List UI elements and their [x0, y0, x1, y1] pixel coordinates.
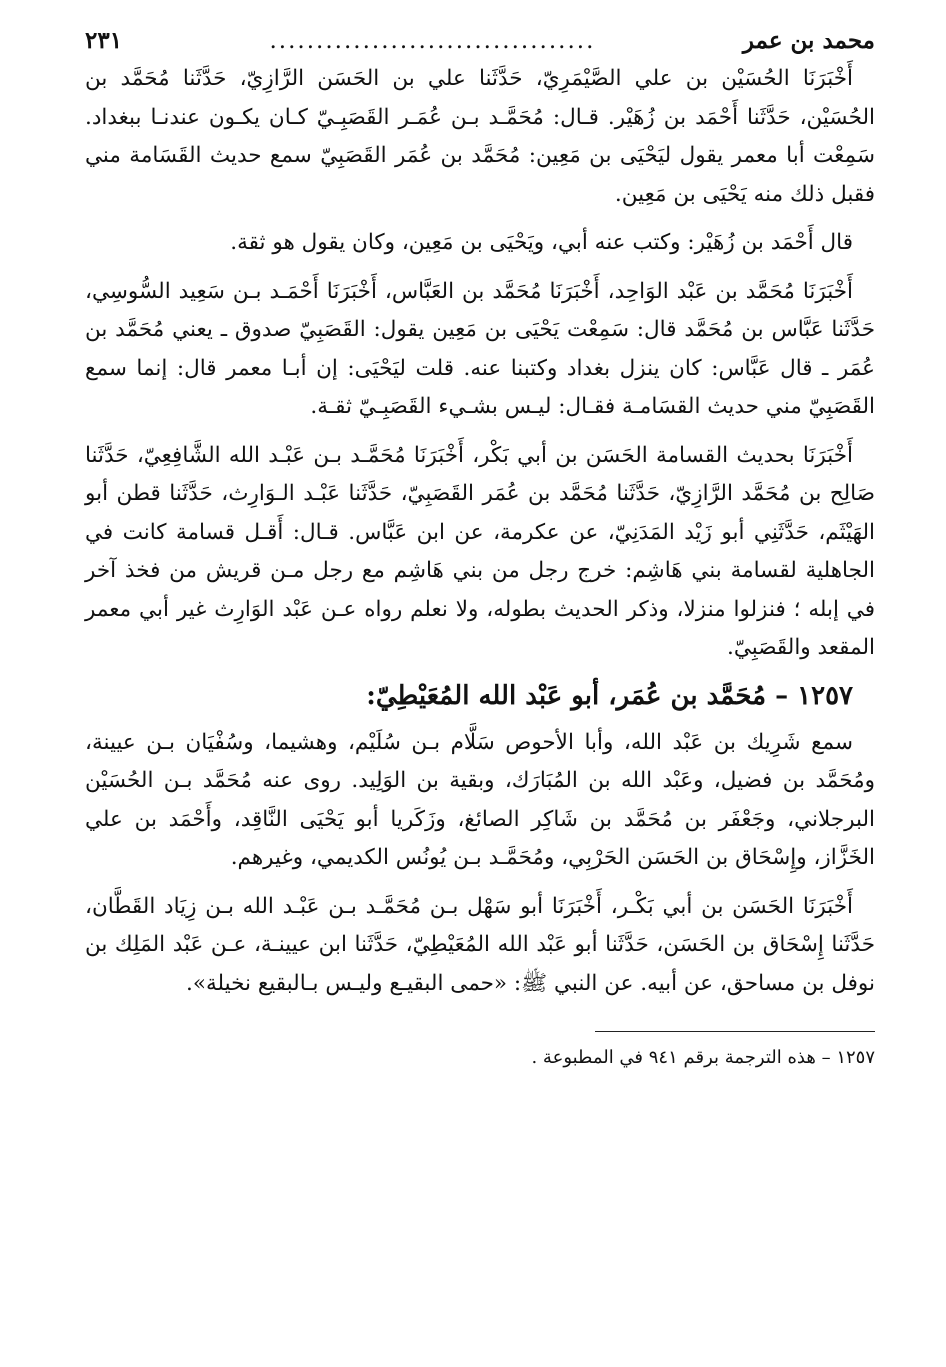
running-header [85, 22, 875, 60]
header-leader-dots: ................................... [269, 28, 596, 54]
running-title: محمد بن عمر [742, 27, 875, 54]
entry-heading-1257: ١٢٥٧ – مُحَمَّد بن عُمَر، أبو عَبْد الله المُعَيْطِيّ: [366, 680, 853, 711]
paragraph-qasama-hadith: أَخْبَرَنَا بحديث القسامة الحَسَن بن أبي بَكْر، أَخْبَرَنَا مُحَمَّـد بـن عَبْـد الله الشَّافِعِيّ، حَدَّثَنا صَالِح بن مُحَمَّد الرَّازِيّ، حَدَّثَنا مُحَمَّد بن عُمَر القَصَبِيّ، حَدَّثَنا عَبْـد الـوَارِث، حَدَّثَنا قطن أبو الهَيْثَم، حَدَّثَنِي أبو زَيْد المَدَنِيّ، عن عكرمة، عن ابن عَبَّاس. قـال: أَقـل قسامة كانت في الجاهلية لقسامة بني هَاشِم: خرج رجل من بني هَاشِم مع رجل مـن قريش من فخذ آخر في إبله ؛ فنزلوا منزلا، وذكر الحديث بطوله، ولا نعلم رواه عـن عَبْد الوَارِث غير أبي معمر المقعد والقَصَبِيّ. [85, 442, 875, 660]
paragraph-abbas-narration: أَخْبَرَنَا مُحَمَّد بن عَبْد الوَاحِد، أَخْبَرَنَا مُحَمَّد بن العَبَّاس، أَخْبَرَنَا أَحْمَـد بـن سَعِيد السُّوسِي، حَدَّثَنا عَبَّاس بن مُحَمَّد قال: سَمِعْت يَحْيَى بن مَعِين يقول: القَصَبِيّ صدوق ـ يعني مُحَمَّد بن عُمَر ـ قال عَبَّاس: كان ينزل بغداد وكتبنا عنه. قلت ليَحْيَى: إن أبـا معمر قال: إنما سمع القَصَبِيّ مني حديث القسَامـة فقـال: ليـس بشـيء القَصَبِـيّ ثقـة. [85, 278, 875, 419]
paragraph-baqi-hadith: أَخْبَرَنَا الحَسَن بن أبي بَكْـر، أَخْبَرَنَا أبو سَهْل بـن مُحَمَّـد بـن عَبْـد الله بـن زِيَاد القَطَّان، حَدَّثَنا إِسْحَاق بن الحَسَن، حَدَّثَنا أبو عَبْد الله المُعَيْطِيّ، حَدَّثَنا ابن عيينـة، عـن عَبْد المَلِك بن نوفل بن مساحق، عن أبيه. عن النبي ﷺ: «حمى البقيـع وليـس بـالبقيع نخيلة». [85, 893, 875, 996]
footnote: ١٢٥٧ – هذه الترجمة برقم ٩٤١ في المطبوعة . [531, 1047, 875, 1068]
paragraph-teachers-and-students: سمع شَرِيك بن عَبْد الله، وأبا الأحوص سَلَّام بـن سُلَيْم، وهشيما، وسُفْيَان بـن عيينة، ومُحَمَّد بن فضيل، وعَبْد الله بن المُبَارَك، وبقية بن الوَلِيد. روى عنه مُحَمَّد بـن الحُسَيْن البرجلاني، وجَعْفَر بن مُحَمَّد بن شَاكِر الصائغ، وزَكَريا أبو يَحْيَى النَّاقِد، وأَحْمَد بن علي الخَزَّاز، وإِسْحَاق بن الحَسَن الحَرْبِي، ومُحَمَّـد بـن يُونُس الكديمي، وغيرهم. [85, 729, 875, 870]
page-number: ٢٣١ [85, 27, 123, 54]
footnote-separator [595, 1031, 875, 1032]
book-page [85, 22, 875, 1072]
paragraph-ahmad-ibn-zuhayr: قال أَحْمَد بن زُهَيْر: وكتب عنه أبي، ويَحْيَى بن مَعِين، وكان يقول هو ثقة. [230, 230, 853, 255]
paragraph-qasabi-narration: أَخْبَرَنَا الحُسَيْن بن علي الصَّيْمَرِيّ، حَدَّثَنا علي بن الحَسَن الرَّازِيّ، حَدَّثَنا مُحَمَّد بن الحُسَيْن، حَدَّثَنا أَحْمَد بن زُهَيْر. قـال: مُحَمَّـد بـن عُمَـر القَصَبِـيّ كـان يكـون عندنـا ببغداد. سَمِعْت أبا معمر يقول ليَحْيَى بن مَعِين: مُحَمَّد بن عُمَر القَصَبِيّ سمع حديث القَسَامة مني فقبل ذلك منه يَحْيَى بن مَعِين. [85, 66, 875, 207]
